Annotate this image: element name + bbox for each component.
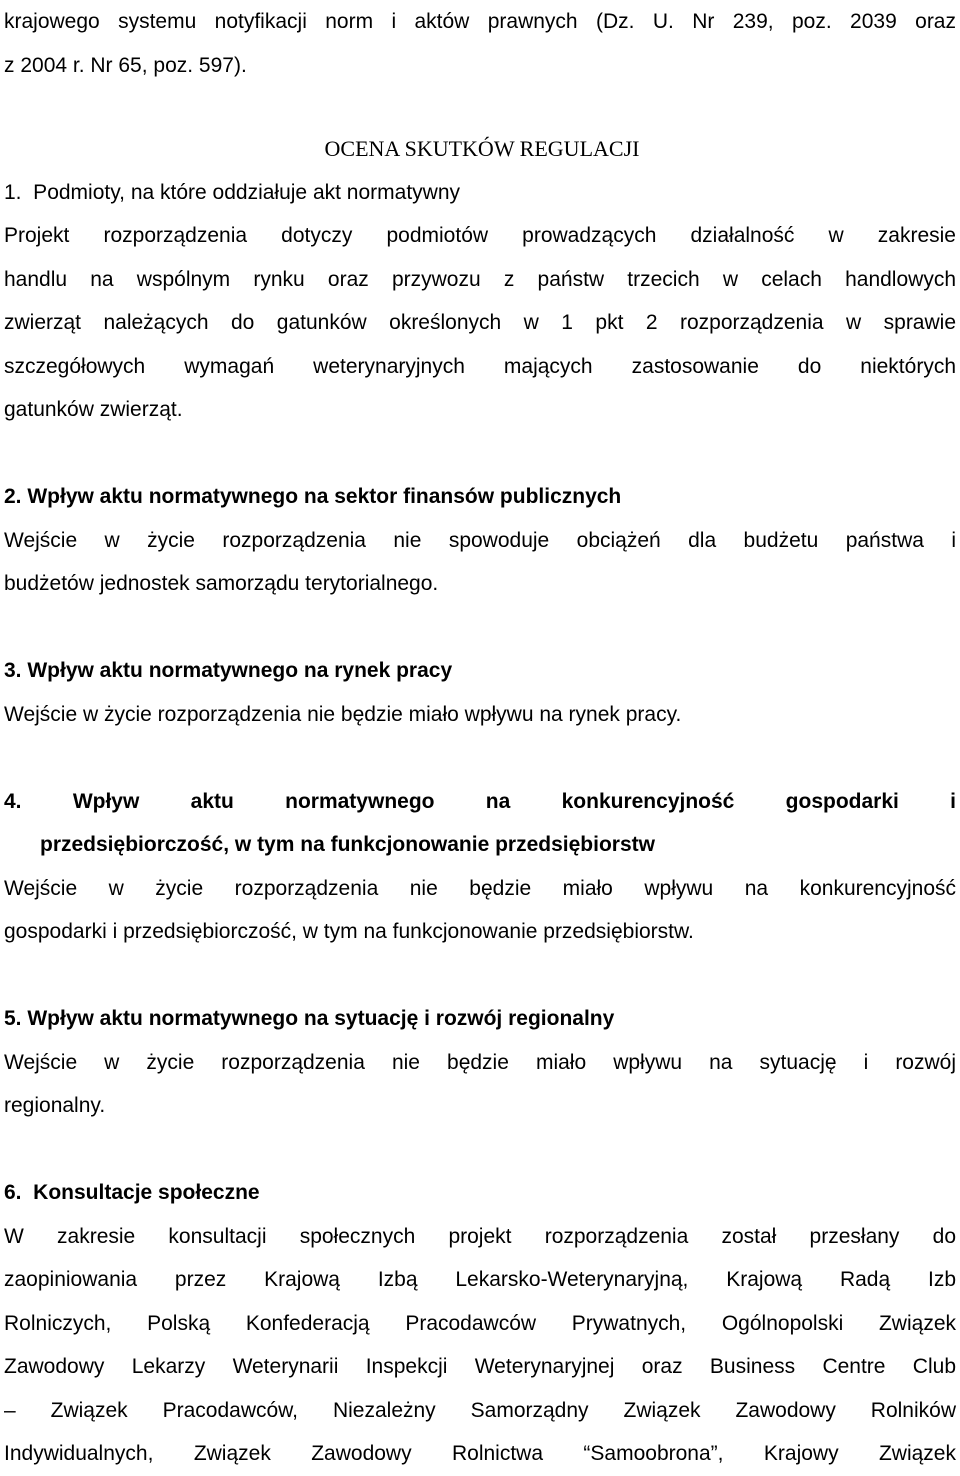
text-line: zaopiniowania przez Krajową Izbą Lekarsko-Weterynaryjną, Krajową Radą Izb (4, 1268, 956, 1291)
section-5-heading: 5. Wpływ aktu normatywnego na sytuację i rozwój regionalny (4, 1007, 615, 1030)
section-2-heading: 2. Wpływ aktu normatywnego na sektor finansów publicznych (4, 485, 622, 508)
text-line: handlu na wspólnym rynku oraz przywozu z państw trzecich w celach handlowych (4, 267, 956, 291)
spacer (4, 606, 956, 650)
intro-paragraph (4, 0, 956, 87)
text-line: Wejście w życie rozporządzenia nie będzie miało wpływu na sytuację i rozwój (4, 1050, 956, 1074)
page-text (4, 0, 956, 1476)
section-2-body (4, 519, 956, 606)
section-1-body (4, 214, 956, 432)
text-line: szczegółowych wymagań weterynaryjnych mających zastosowanie do niektórych (4, 354, 956, 378)
text-line: Zawodowy Lekarzy Weterynarii Inspekcji Weterynaryjnej oraz Business Centre Club (4, 1355, 956, 1378)
section-4-body (4, 867, 956, 954)
heading-line: 4. Wpływ aktu normatywnego na konkurencyjność gospodarki i (4, 789, 956, 813)
section-1-heading: 1. Podmioty, na które oddziałuje akt normatywny (4, 180, 461, 204)
text-line: budżetów jednostek samorządu terytorialnego. (4, 572, 439, 595)
text-line: z 2004 r. Nr 65, poz. 597). (4, 53, 247, 77)
spacer (4, 736, 956, 780)
text-line: gospodarki i przedsiębiorczość, w tym na funkcjonowanie przedsiębiorstw. (4, 920, 694, 943)
spacer (4, 1128, 956, 1172)
text-line: Projekt rozporządzenia dotyczy podmiotów prowadzących działalność w zakresie (4, 224, 956, 247)
section-5-body (4, 1041, 956, 1128)
section-3-body (4, 693, 956, 737)
text-line: – Związek Pracodawców, Niezależny Samorządny Związek Zawodowy Rolników (4, 1398, 956, 1422)
text-line: Wejście w życie rozporządzenia nie będzie miało wpływu na rynek pracy. (4, 702, 682, 726)
text-line: Indywidualnych, Związek Zawodowy Rolnictwa “Samoobrona”, Krajowy Związek (4, 1442, 956, 1465)
section-6-heading: 6. Konsultacje społeczne (4, 1181, 260, 1204)
text-line: Wejście w życie rozporządzenia nie będzie miało wpływu na konkurencyjność (4, 876, 956, 900)
text-line: zwierząt należących do gatunków określonych w 1 pkt 2 rozporządzenia w sprawie (4, 311, 956, 334)
text-line: Wejście w życie rozporządzenia nie spowoduje obciążeń dla budżetu państwa i (4, 528, 956, 552)
section-3-heading: 3. Wpływ aktu normatywnego na rynek pracy (4, 659, 453, 682)
text-line: krajowego systemu notyfikacji norm i aktów prawnych (Dz. U. Nr 239, poz. 2039 oraz (4, 10, 956, 33)
text-line: Rolniczych, Polską Konfederacją Pracodawców Prywatnych, Ogólnopolski Związek (4, 1311, 956, 1335)
spacer (4, 87, 956, 127)
text-line: regionalny. (4, 1094, 106, 1117)
heading-line: przedsiębiorczość, w tym na funkcjonowanie przedsiębiorstw (40, 833, 655, 856)
document-title: OCENA SKUTKÓW REGULACJI (324, 136, 640, 161)
spacer (4, 432, 956, 476)
section-6-body (4, 1215, 956, 1476)
text-line: gatunków zwierząt. (4, 398, 183, 421)
section-4-heading (4, 780, 956, 867)
spacer (4, 954, 956, 998)
text-line: W zakresie konsultacji społecznych projekt rozporządzenia został przesłany do (4, 1224, 956, 1248)
